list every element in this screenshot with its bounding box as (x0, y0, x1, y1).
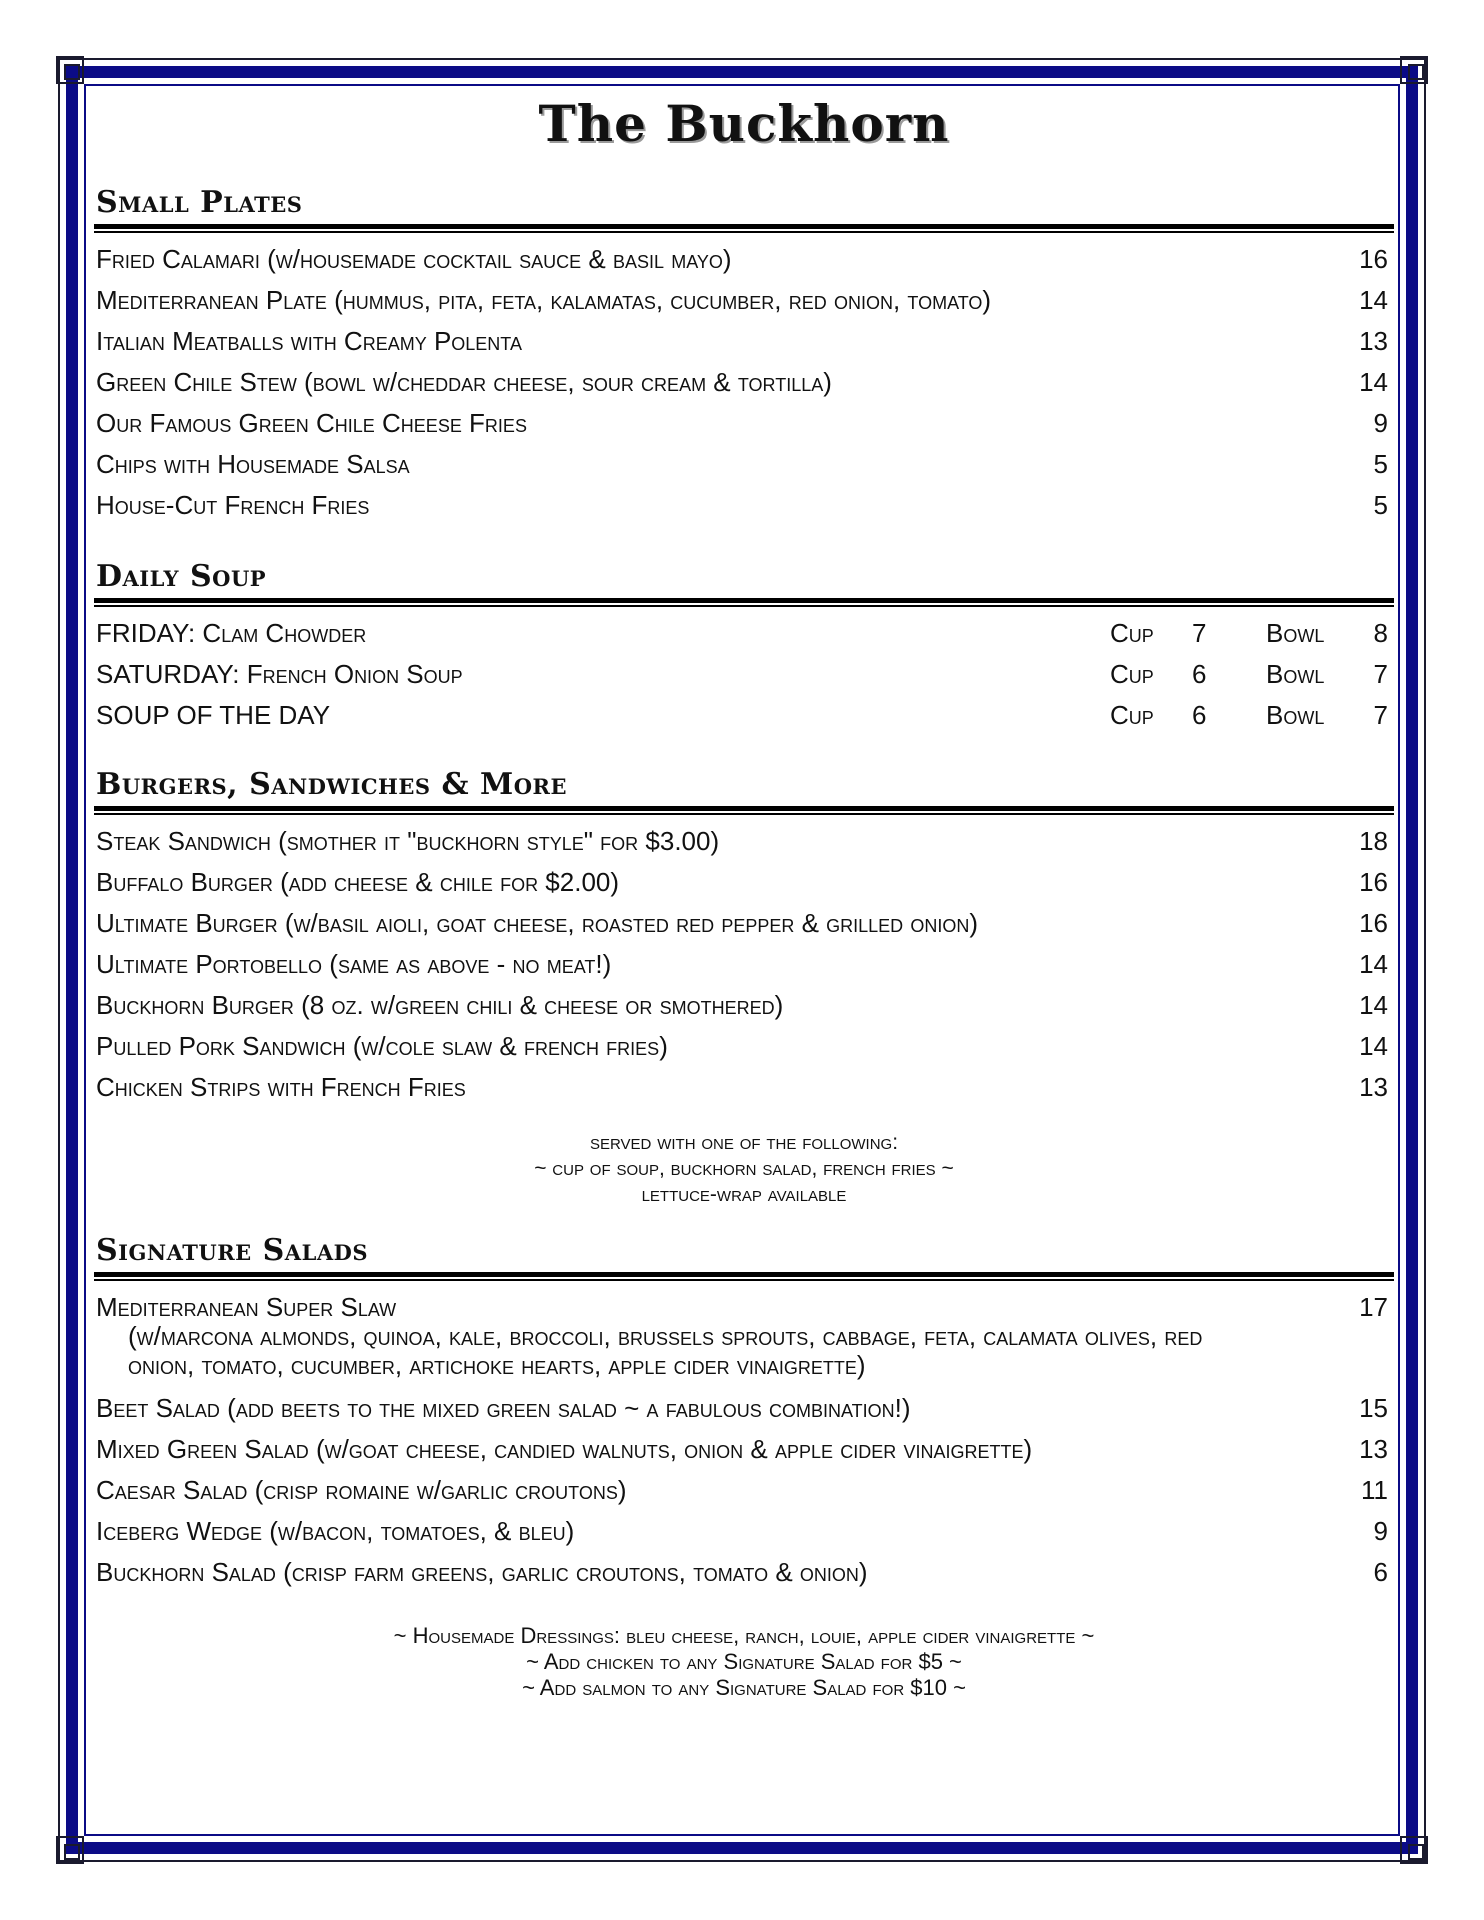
item-price: 18 (1359, 826, 1388, 856)
menu-item (94, 1067, 1394, 1108)
item-name: Iceberg Wedge (w/bacon, tomatoes, & bleu) (96, 1516, 575, 1546)
bowl-price: 7 (1373, 700, 1388, 730)
item-name: Italian Meatballs with Creamy Polenta (96, 326, 522, 356)
item-name: Our Famous Green Chile Cheese Fries (96, 408, 527, 438)
item-price: 14 (1359, 285, 1388, 315)
note-line: ~ cup of soup, buckhorn salad, french fries ~ (534, 1157, 954, 1180)
item-price: 15 (1359, 1393, 1388, 1423)
note-line: ~ Add salmon to any Signature Salad for $10 ~ (522, 1675, 966, 1700)
item-name: Steak Sandwich (smother it "buckhorn style" for $3.00) (96, 826, 720, 856)
menu-item (94, 403, 1394, 444)
item-name: House-Cut French Fries (96, 490, 370, 520)
page-title: The Buckhorn (538, 94, 950, 153)
item-price: 13 (1359, 1434, 1388, 1464)
menu-item (94, 985, 1394, 1026)
item-price: 14 (1359, 367, 1388, 397)
item-price: 17 (1359, 1292, 1388, 1322)
menu-item (94, 1026, 1394, 1067)
bowl-price: 8 (1373, 618, 1388, 648)
section-heading: Daily Soup (96, 559, 267, 594)
item-name: Ultimate Portobello (same as above - no meat!) (96, 949, 612, 979)
soup-name: SATURDAY: French Onion Soup (96, 659, 463, 689)
item-name: Chicken Strips with French Fries (96, 1072, 466, 1102)
soup-row (94, 654, 1394, 695)
menu-item (94, 903, 1394, 944)
menu-item (94, 862, 1394, 903)
bowl-label: Bowl (1266, 618, 1325, 648)
item-name: Mediterranean Plate (hummus, pita, feta, kalamatas, cucumber, red onion, tomato) (96, 285, 992, 315)
item-name: Buckhorn Salad (crisp farm greens, garlic croutons, tomato & onion) (96, 1557, 868, 1587)
item-price: 5 (1373, 449, 1388, 479)
corner-ornament-top-left (56, 56, 84, 84)
menu-item (94, 1552, 1394, 1593)
section-rule (94, 1272, 1394, 1281)
item-name: Ultimate Burger (w/basil aioli, goat cheese, roasted red pepper & grilled onion) (96, 908, 979, 938)
bowl-label: Bowl (1266, 700, 1325, 730)
item-name: Mixed Green Salad (w/goat cheese, candied walnuts, onion & apple cider vinaigrette) (96, 1434, 1033, 1464)
item-price: 13 (1359, 1072, 1388, 1102)
item-price: 9 (1373, 408, 1388, 438)
soup-row (94, 695, 1394, 736)
menu-item (94, 944, 1394, 985)
section-heading: Burgers, Sandwiches & More (96, 767, 568, 802)
section-rule (94, 224, 1394, 233)
bowl-label: Bowl (1266, 659, 1325, 689)
menu-item (94, 1470, 1394, 1511)
menu-item (94, 321, 1394, 362)
item-price: 14 (1359, 1031, 1388, 1061)
bowl-price: 7 (1373, 659, 1388, 689)
burgers-note (94, 1130, 1394, 1208)
soup-row (94, 613, 1394, 654)
item-price: 9 (1373, 1516, 1388, 1546)
note-line: ~ Add chicken to any Signature Salad for $5 ~ (526, 1649, 962, 1674)
cup-label: Cup (1110, 618, 1154, 648)
item-name: Buffalo Burger (add cheese & chile for $2.00) (96, 867, 620, 897)
item-price: 6 (1373, 1557, 1388, 1587)
soup-name: FRIDAY: Clam Chowder (96, 618, 367, 648)
item-name: Fried Calamari (w/housemade cocktail sauce & basil mayo) (96, 244, 732, 274)
menu-item (94, 1388, 1394, 1429)
item-name: Buckhorn Burger (8 oz. w/green chili & cheese or smothered) (96, 990, 784, 1020)
section-heading: Signature Salads (96, 1233, 368, 1268)
item-price: 14 (1359, 990, 1388, 1020)
soup-name: SOUP OF THE DAY (96, 700, 331, 730)
section-salads (94, 1230, 1394, 1701)
note-line: served with one of the following: (589, 1131, 899, 1154)
menu-item (94, 362, 1394, 403)
salads-note (94, 1623, 1394, 1701)
section-daily-soup (94, 556, 1394, 736)
item-price: 11 (1361, 1475, 1388, 1505)
menu-list (94, 239, 1394, 526)
cup-price: 7 (1192, 618, 1207, 648)
item-name: Chips with Housemade Salsa (96, 449, 410, 479)
item-name: Mediterranean Super Slaw (96, 1292, 397, 1322)
menu-list (94, 1388, 1394, 1593)
item-price: 14 (1359, 949, 1388, 979)
section-small-plates (94, 182, 1394, 526)
cup-price: 6 (1192, 659, 1207, 689)
item-name: Green Chile Stew (bowl w/cheddar cheese, sour cream & tortilla) (96, 367, 832, 397)
item-description: (w/marcona almonds, quinoa, kale, broccoli, brussels sprouts, cabbage, feta, calamata olives, red onion, tomato, cucumber, artichoke hearts, apple cider vinaigrette) (128, 1321, 1203, 1380)
item-price: 16 (1359, 244, 1388, 274)
item-price: 16 (1359, 908, 1388, 938)
menu-item (94, 1429, 1394, 1470)
menu-item (94, 1511, 1394, 1552)
menu-content (94, 88, 1394, 1701)
item-price: 13 (1359, 326, 1388, 356)
cup-price: 6 (1192, 700, 1207, 730)
cup-label: Cup (1110, 700, 1154, 730)
item-price: 5 (1373, 490, 1388, 520)
section-burgers (94, 764, 1394, 1208)
menu-list (94, 821, 1394, 1108)
corner-ornament-bottom-right (1400, 1836, 1428, 1864)
menu-item (94, 444, 1394, 485)
note-line: lettuce-wrap available (641, 1183, 847, 1206)
corner-ornament-top-right (1400, 56, 1428, 84)
section-heading: Small Plates (96, 185, 303, 220)
item-name: Beet Salad (add beets to the mixed green salad ~ a fabulous combination!) (96, 1393, 911, 1423)
item-name: Caesar Salad (crisp romaine w/garlic croutons) (96, 1475, 627, 1505)
section-rule (94, 806, 1394, 815)
menu-item (94, 280, 1394, 321)
item-name: Pulled Pork Sandwich (w/cole slaw & french fries) (96, 1031, 668, 1061)
corner-ornament-bottom-left (56, 1836, 84, 1864)
menu-item (94, 485, 1394, 526)
menu-item (94, 239, 1394, 280)
item-price: 16 (1359, 867, 1388, 897)
note-line: ~ Housemade Dressings: bleu cheese, ranch, louie, apple cider vinaigrette ~ (393, 1623, 1095, 1648)
cup-label: Cup (1110, 659, 1154, 689)
section-rule (94, 598, 1394, 607)
menu-item (94, 821, 1394, 862)
